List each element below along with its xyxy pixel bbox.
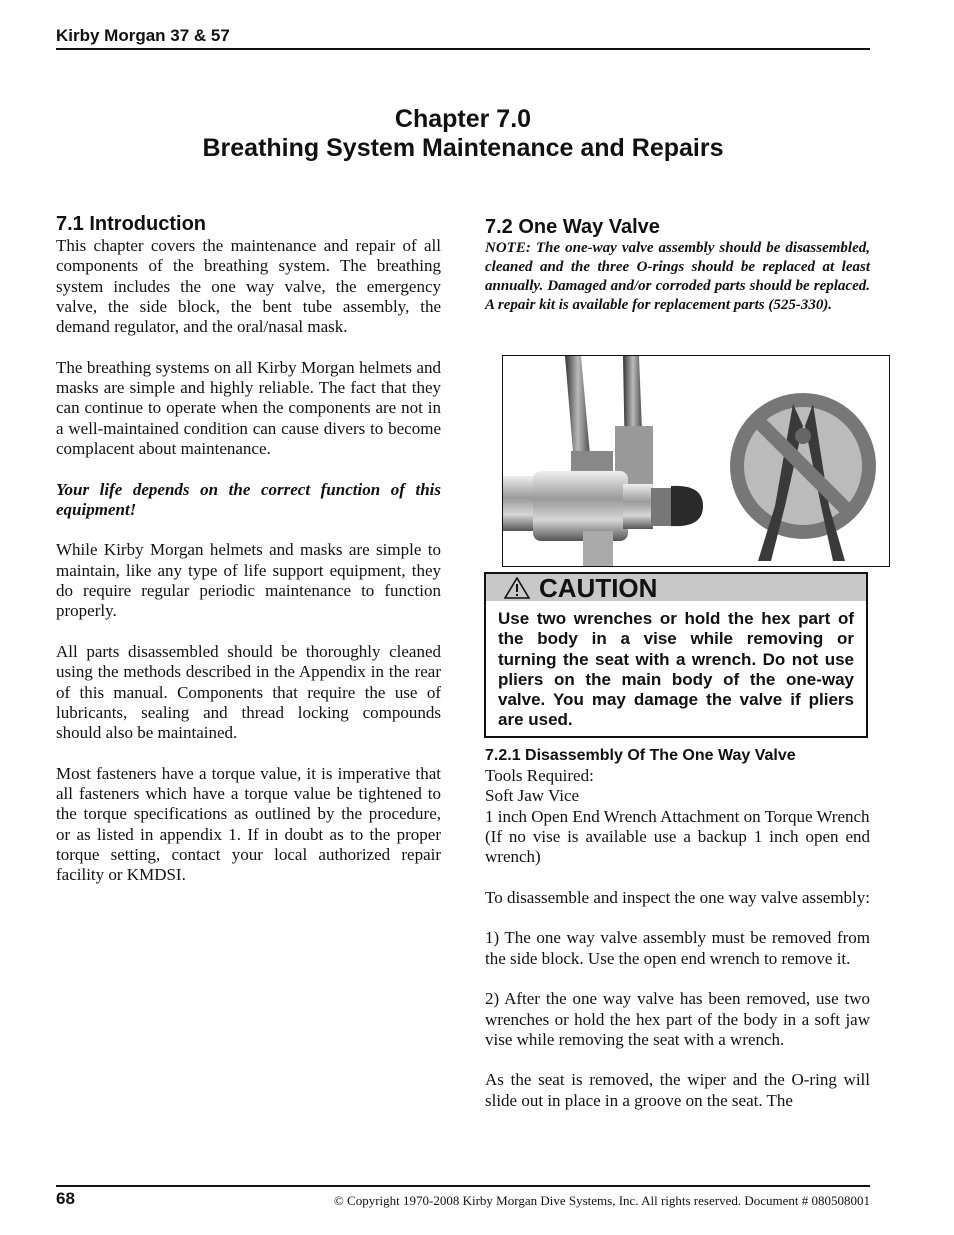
paragraph: The breathing systems on all Kirby Morgan helmets and masks are simple and highly reliable. The fact that they can continue to operate when the components are not in a well-maintained condition can cause divers to become complacent about maintenance. xyxy=(56,357,441,458)
valve-photo-figure xyxy=(502,355,890,567)
paragraph: As the seat is removed, the wiper and the O-ring will slide out in place in a groove on the seat. The xyxy=(485,1070,870,1110)
paragraph: While Kirby Morgan helmets and masks are simple to maintain, like any type of life support equipment, they do require regular periodic maintenance to function properly. xyxy=(56,540,441,621)
paragraph: Most fasteners have a torque value, it is imperative that all fasteners which have a torque value be tightened to the torque specifications as outlined by the procedure, or as listed in appendix 1. If in doubt as to the proper torque setting, contact your local authorized repair facility or KMDSI. xyxy=(56,763,441,885)
tools-label: Tools Required: xyxy=(485,766,594,785)
step-paragraph: 2) After the one way valve has been removed, use two wrenches or hold the hex part of the body in a soft jaw vise while removing the seat with a wrench. xyxy=(485,989,870,1049)
caution-box xyxy=(484,572,868,738)
header-rule xyxy=(56,48,870,50)
left-column xyxy=(56,212,441,906)
caution-text: Use two wrenches or hold the hex part of the body in a vise while removing or turning the seat with a wrench. Do not use pliers on the main body of the one-way valve. You may damage the valve if pliers are used. xyxy=(498,609,854,730)
footer-rule xyxy=(56,1185,870,1187)
tool-item: Soft Jaw Vice xyxy=(485,786,580,806)
section-heading-introduction: 7.1 Introduction xyxy=(56,213,206,235)
warning-triangle-icon xyxy=(504,577,530,599)
page-number: 68 xyxy=(56,1189,75,1208)
chapter-title xyxy=(56,105,870,163)
running-header: Kirby Morgan 37 & 57 xyxy=(56,26,230,45)
paragraph: To disassemble and inspect the one way valve assembly: xyxy=(485,887,870,907)
note-paragraph: NOTE: The one-way valve assembly should be disassembled, cleaned and the three O-rings should be replaced at least annually. Damaged and/or corroded parts should be replaced. A repair kit is available for replacement parts (525-330). xyxy=(485,240,870,313)
chapter-name: Breathing System Maintenance and Repairs xyxy=(202,134,724,162)
tool-item: 1 inch Open End Wrench Attachment on Torque Wrench xyxy=(485,806,870,826)
chapter-number: Chapter 7.0 xyxy=(394,105,532,133)
step-paragraph: 1) The one way valve assembly must be removed from the side block. Use the open end wrench to remove it. xyxy=(485,928,870,968)
one-way-valve-body xyxy=(503,471,703,566)
wrenches-on-valve xyxy=(565,356,653,491)
caution-title: CAUTION xyxy=(539,573,658,603)
copyright-notice: © Copyright 1970-2008 Kirby Morgan Dive Systems, Inc. All rights reserved. Document # 080508001 xyxy=(333,1193,870,1208)
warning-paragraph: Your life depends on the correct function of this equipment! xyxy=(56,479,441,519)
pliers-prohibited xyxy=(737,400,869,561)
disassembly-section xyxy=(485,746,870,1131)
right-column xyxy=(485,215,870,315)
paragraph: All parts disassembled should be thoroughly cleaned using the methods described in the Appendix in the rear of this manual. Components that require the use of lubricants, sealing and thread locking compounds should also be maintained. xyxy=(56,641,441,743)
tool-item: (If no vise is available use a backup 1 inch open end wrench) xyxy=(485,826,870,867)
paragraph: This chapter covers the maintenance and repair of all components of the breathing system. The breathing system includes the one way valve, the emergency valve, the side block, the bent tube assembly, the demand regulator, and the oral/nasal mask. xyxy=(56,236,441,337)
section-heading-one-way-valve: 7.2 One Way Valve xyxy=(485,216,660,238)
caution-header xyxy=(486,574,866,601)
subsection-heading-disassembly: 7.2.1 Disassembly Of The One Way Valve xyxy=(485,747,796,764)
